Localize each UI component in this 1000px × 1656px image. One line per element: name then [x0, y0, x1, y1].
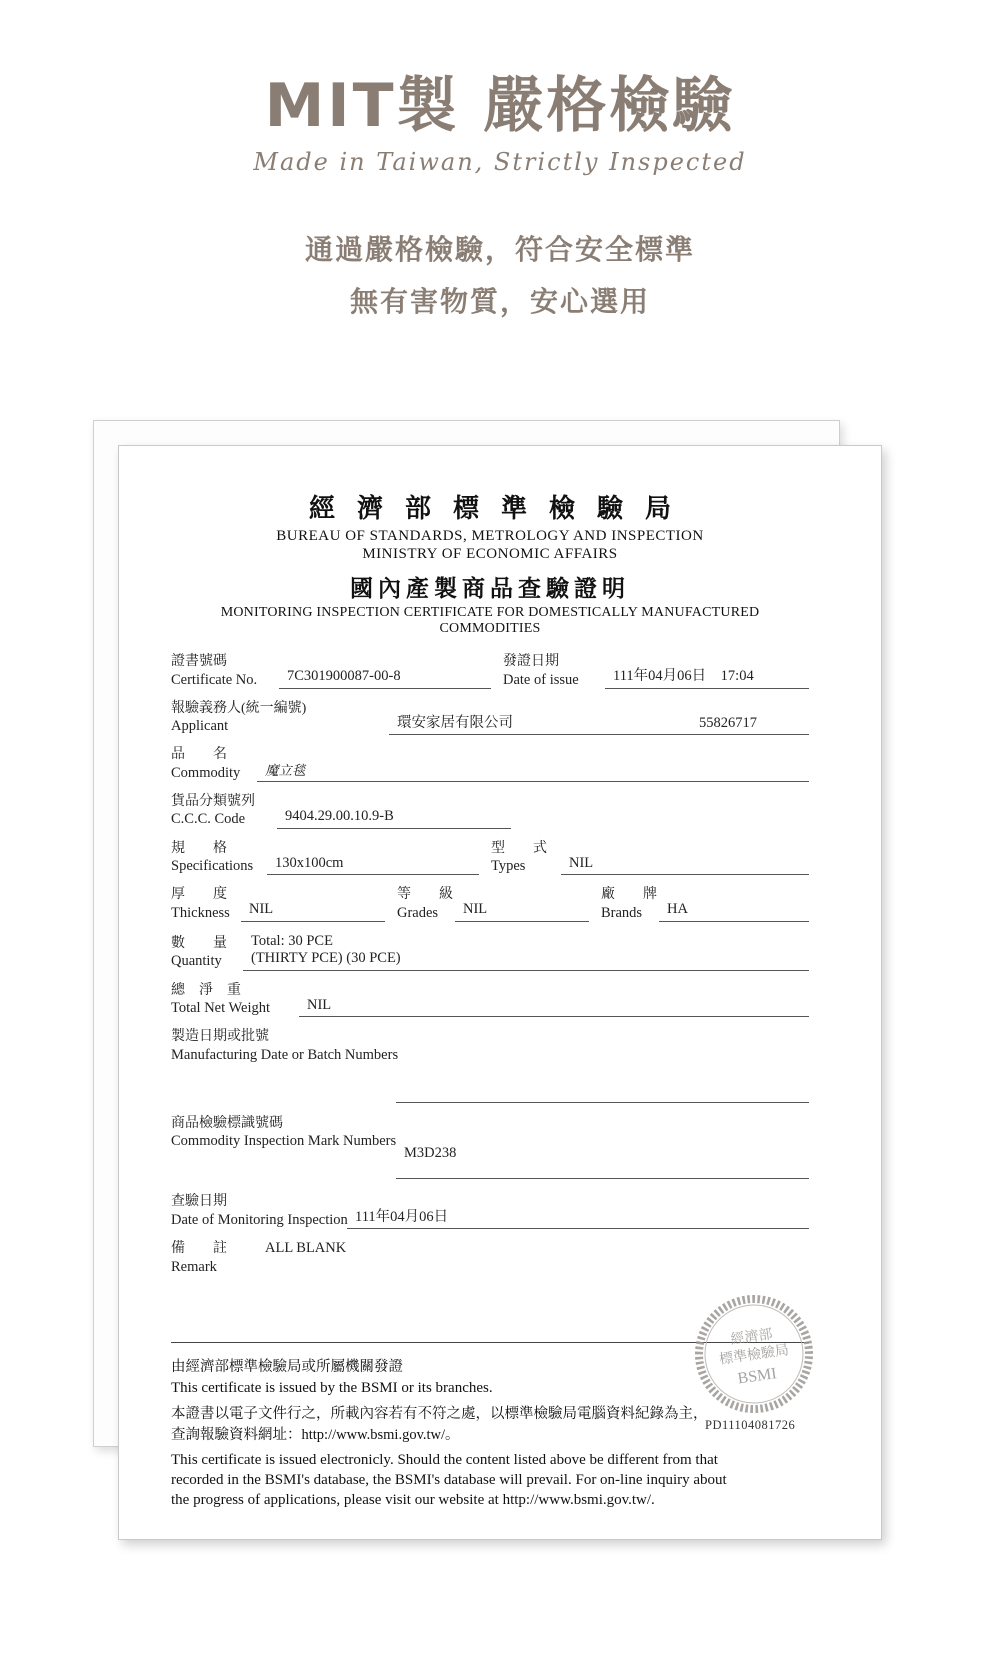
footer-zh3: 查詢報驗資料網址：http://www.bsmi.gov.tw/。	[171, 1426, 460, 1443]
certificate-fields	[171, 653, 809, 1343]
grades-value: NIL	[455, 901, 589, 921]
ministry-name-en: MINISTRY OF ECONOMIC AFFAIRS	[362, 546, 618, 562]
footer-en1: This certificate is issued by the BSMI or its branches.	[171, 1379, 493, 1396]
brands-value: HA	[659, 901, 809, 921]
svg-text:BSMI: BSMI	[736, 1365, 778, 1388]
footer-zh2: 本證書以電子文件行之，所載內容若有不符之處，以標準檢驗局電腦資料紀錄為主，	[171, 1405, 708, 1422]
commodity-label: 品 名 Commodity	[171, 747, 241, 781]
grades-label: 等 級 Grades	[397, 887, 453, 921]
specifications-value: 130x100cm	[267, 855, 479, 875]
row-quantity	[171, 933, 809, 971]
applicant-label: 報驗義務人(統一編號) Applicant	[171, 700, 307, 735]
certificate-footer	[171, 1357, 746, 1511]
doc-title-en: MONITORING INSPECTION CERTIFICATE FOR DOMESTICALLY MANUFACTURED COMMODITIES	[220, 605, 760, 636]
quantity-label: 數 量 Quantity	[171, 935, 227, 970]
bsmi-seal-icon	[683, 1283, 825, 1425]
applicant-value	[389, 715, 809, 735]
certificate-no-value: 7C301900087-00-8	[279, 668, 491, 688]
row-spec-types	[171, 840, 809, 876]
ccc-code-label: 貨品分類號列 C.C.C. Code	[171, 793, 255, 828]
page-title: MIT製 嚴格檢驗	[264, 71, 736, 141]
page-subtitle: Made in Taiwan, Strictly Inspected	[253, 148, 747, 176]
agency-name-zh: 經濟部標準檢驗局	[308, 494, 693, 523]
row-certificate-no	[171, 653, 809, 689]
inspection-mark-underline	[396, 1178, 809, 1179]
thickness-value: NIL	[241, 901, 385, 921]
types-label: 型 式 Types	[491, 840, 547, 874]
inspection-mark-label: 商品檢驗標識號碼 Commodity Inspection Mark Numbers	[171, 1115, 397, 1150]
marketing-claim-2: 無有害物質，安心選用	[349, 285, 650, 318]
document-print-number: PD11104081726	[705, 1418, 796, 1432]
brands-label: 廠 牌 Brands	[601, 887, 657, 921]
issue-date-value: 111年04月06日 17:04	[605, 668, 809, 688]
ccc-code-value: 9404.29.00.10.9-B	[277, 808, 511, 828]
remark-value: ALL BLANK	[265, 1240, 347, 1257]
row-manufacturing-date	[171, 1028, 809, 1103]
footer-en2: This certificate is issued electronicly. Should the content listed above be different from that recorded in the BSMI's database, the BSMI's database will prevail. For on-line inquiry about the progress of applications, please visit our website at http://www.bsmi.gov.tw/.	[171, 1451, 727, 1509]
row-inspection-mark	[171, 1115, 809, 1180]
commodity-value: 魔立毯	[257, 763, 809, 782]
remark-label: 備 註 Remark	[171, 1241, 227, 1275]
certificate-no-label: 證書號碼 Certificate No.	[171, 654, 258, 688]
doc-title-zh: 國內產製商品查驗證明	[350, 576, 630, 601]
manufacturing-date-value	[396, 1102, 809, 1103]
applicant-uniform-no: 55826717	[699, 714, 757, 731]
thickness-label: 厚 度 Thickness	[171, 887, 230, 921]
applicant-name: 環安家居有限公司	[397, 714, 513, 731]
manufacturing-date-label: 製造日期或批號 Manufacturing Date or Batch Numbers	[171, 1029, 399, 1063]
certificate-document	[118, 445, 882, 1540]
monitoring-date-label: 查驗日期 Date of Monitoring Inspection	[171, 1194, 348, 1228]
marketing-claim-1: 通過嚴格檢驗，符合安全標準	[304, 233, 695, 266]
svg-text:經濟部: 經濟部	[729, 1327, 774, 1349]
inspection-mark-value: M3D238	[404, 1145, 457, 1162]
row-applicant	[171, 700, 809, 736]
specifications-label: 規 格 Specifications	[171, 840, 254, 874]
agency-name-en: BUREAU OF STANDARDS, METROLOGY AND INSPECTION	[276, 528, 704, 544]
quantity-words: (THIRTY PCE) (30 PCE)	[251, 950, 401, 967]
row-remark	[171, 1240, 809, 1276]
issue-date-label: 發證日期 Date of issue	[503, 654, 579, 688]
svg-text:標準檢驗局: 標準檢驗局	[718, 1343, 790, 1368]
types-value: NIL	[561, 855, 809, 875]
footer-zh1: 由經濟部標準檢驗局或所屬機關發證	[171, 1358, 403, 1375]
row-monitoring-date	[171, 1193, 809, 1229]
row-net-weight	[171, 982, 809, 1018]
quantity-value	[243, 933, 809, 971]
row-ccc-code	[171, 793, 809, 829]
net-weight-label: 總 淨 重 Total Net Weight	[171, 982, 271, 1017]
row-commodity	[171, 746, 809, 782]
monitoring-date-value: 111年04月06日	[347, 1209, 809, 1229]
row-thickness-grades-brands	[171, 886, 809, 922]
quantity-total: Total: 30 PCE	[251, 932, 333, 949]
net-weight-value: NIL	[299, 997, 809, 1017]
